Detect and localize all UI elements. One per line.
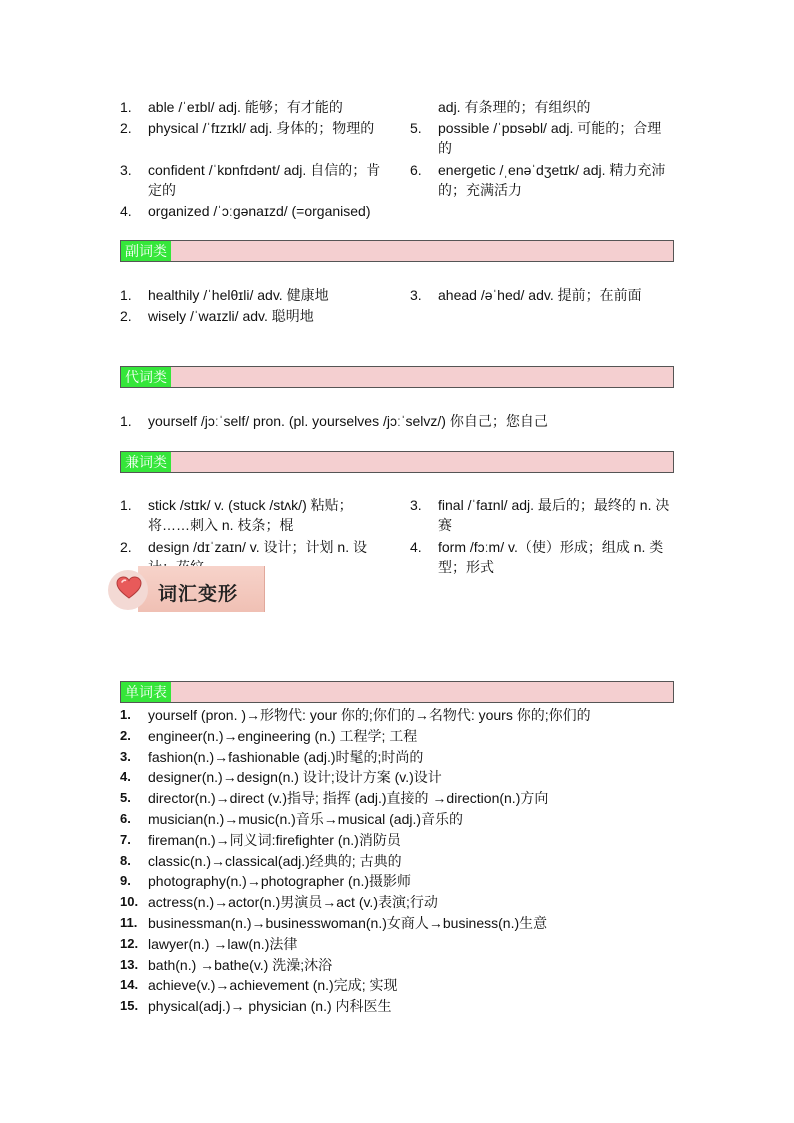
item-text: yourself /jɔːˈself/ pron. (pl. yourselves /jɔːˈselvz/) 你自己；您自己	[148, 413, 548, 429]
item-number: 6.	[120, 810, 131, 826]
section-banner	[108, 564, 266, 612]
item-number: 2.	[120, 727, 131, 743]
item-number: 1.	[120, 707, 131, 722]
heart-icon	[116, 576, 142, 600]
item-text: ahead /əˈhed/ adv. 提前；在前面	[438, 287, 642, 303]
item-text: fireman(n.)→同义词:firefighter (n.)消防员	[148, 831, 401, 848]
item-text: physical /ˈfɪzɪkl/ adj. 身体的；物理的	[148, 120, 375, 136]
item-text: adj. 有条理的；有组织的	[438, 99, 591, 115]
item-number: 9.	[120, 873, 131, 889]
derivation-list	[120, 705, 680, 1017]
item-number: 12.	[120, 935, 139, 951]
item-number: 3.	[120, 748, 131, 764]
list-item	[410, 495, 672, 535]
list-item	[120, 851, 680, 872]
list-item	[120, 955, 680, 976]
item-text: classic(n.)→classical(adj.)经典的; 古典的	[148, 852, 402, 869]
list-item	[120, 913, 680, 934]
item-number: 4.	[120, 203, 132, 219]
item-text: able /ˈeɪbl/ adj. 能够；有才能的	[148, 99, 343, 115]
list-item	[120, 705, 680, 726]
list-item	[410, 537, 672, 577]
item-text: confident /ˈkɒnfɪdənt/ adj. 自信的；肯定的	[148, 162, 381, 198]
section-header-pronouns	[120, 366, 674, 388]
list-item	[410, 285, 672, 305]
item-number: 4.	[120, 769, 131, 785]
list-item	[120, 97, 382, 117]
item-text: energetic /ˌenəˈdʒetɪk/ adj. 精力充沛的；充满活力	[438, 162, 666, 198]
item-text: wisely /ˈwaɪzli/ adv. 聪明地	[148, 308, 314, 324]
list-item	[120, 411, 680, 431]
item-text: healthily /ˈhelθɪli/ adv. 健康地	[148, 287, 329, 303]
item-text: physical(adj.)→ physician (n.) 内科医生	[148, 998, 392, 1015]
list-item	[120, 306, 382, 326]
item-text: organized /ˈɔːɡənaɪzd/ (=organised)	[148, 203, 371, 219]
list-item	[120, 975, 680, 996]
item-text: bath(n.) →bathe(v.) 洗澡;沐浴	[148, 956, 333, 973]
list-item	[120, 201, 382, 221]
item-text: yourself (pron. )→形物代: your 你的;你们的→名物代: yours 你的;你们的	[148, 707, 591, 723]
item-number: 1.	[120, 413, 132, 429]
list-item	[120, 726, 680, 747]
list-item	[120, 495, 382, 535]
item-text: engineer(n.)→engineering (n.) 工程学; 工程	[148, 727, 418, 744]
list-item	[120, 809, 680, 830]
item-number: 3.	[120, 162, 132, 178]
item-number: 2.	[120, 539, 132, 555]
banner-title: 词汇变形	[158, 584, 239, 605]
item-text: possible /ˈpɒsəbl/ adj. 可能的；合理的	[438, 120, 662, 156]
item-number: 15.	[120, 998, 139, 1014]
item-text: final /ˈfaɪnl/ adj. 最后的；最终的 n. 决赛	[438, 497, 670, 533]
item-number: 7.	[120, 831, 131, 847]
section-header-word-list	[120, 681, 674, 703]
item-text: achieve(v.)→achievement (n.)完成; 实现	[148, 977, 398, 994]
item-text: actress(n.)→actor(n.)男演员→act (v.)表演;行动	[148, 894, 438, 911]
list-item	[120, 830, 680, 851]
section-header-adverbs	[120, 240, 674, 262]
list-item	[120, 871, 680, 892]
list-item	[120, 788, 680, 809]
item-number: 3.	[410, 497, 422, 513]
list-item	[120, 118, 382, 138]
list-item	[410, 160, 672, 200]
list-item	[120, 747, 680, 768]
item-number: 14.	[120, 977, 139, 993]
item-number: 1.	[120, 287, 132, 303]
item-text: musician(n.)→music(n.)音乐→musical (adj.)音乐的	[148, 810, 464, 827]
item-number: 10.	[120, 894, 139, 910]
item-text: fashion(n.)→fashionable (adj.)时髦的;时尚的	[148, 748, 424, 765]
list-item	[120, 285, 382, 305]
section-header-multi-class	[120, 451, 674, 473]
item-number: 4.	[410, 539, 422, 555]
list-item	[410, 118, 672, 158]
item-text: design /dɪˈzaɪn/ v. 设计；计划 n. 设	[148, 539, 367, 555]
item-text: designer(n.)→design(n.) 设计;设计方案 (v.)设计	[148, 769, 442, 786]
item-text: photography(n.)→photographer (n.)摄影师	[148, 873, 412, 890]
section-tag: 兼词类	[121, 452, 171, 472]
section-tag: 单词表	[121, 682, 171, 702]
list-item	[410, 97, 672, 117]
list-item	[120, 996, 680, 1017]
item-number: 2.	[120, 120, 132, 136]
section-tag: 副词类	[121, 241, 171, 261]
item-number: 8.	[120, 852, 131, 868]
item-number: 5.	[120, 790, 131, 806]
item-number: 3.	[410, 287, 422, 303]
list-item	[120, 892, 680, 913]
section-tag: 代词类	[121, 367, 171, 387]
item-text: businessman(n.)→businesswoman(n.)女商人→business(n.)生意	[148, 914, 548, 931]
item-number: 6.	[410, 162, 422, 178]
list-item	[120, 934, 680, 955]
item-text: stick /stɪk/ v. (stuck /stʌk/) 粘贴；将……刺入 n. 枝条；棍	[148, 497, 353, 533]
list-item	[120, 160, 382, 200]
item-text: lawyer(n.) →law(n.)法律	[148, 935, 298, 952]
item-number: 1.	[120, 497, 132, 513]
list-item	[120, 767, 680, 788]
item-number: 1.	[120, 99, 132, 115]
item-text: director(n.)→direct (v.)指导; 指挥 (adj.)直接的 →direction(n.)方向	[148, 790, 549, 807]
item-number: 13.	[120, 956, 139, 972]
item-number: 2.	[120, 308, 132, 324]
item-text: form /fɔːm/ v.（使）形成；组成 n. 类型；形式	[438, 539, 664, 575]
item-number: 5.	[410, 120, 422, 136]
item-number: 11.	[120, 914, 138, 930]
